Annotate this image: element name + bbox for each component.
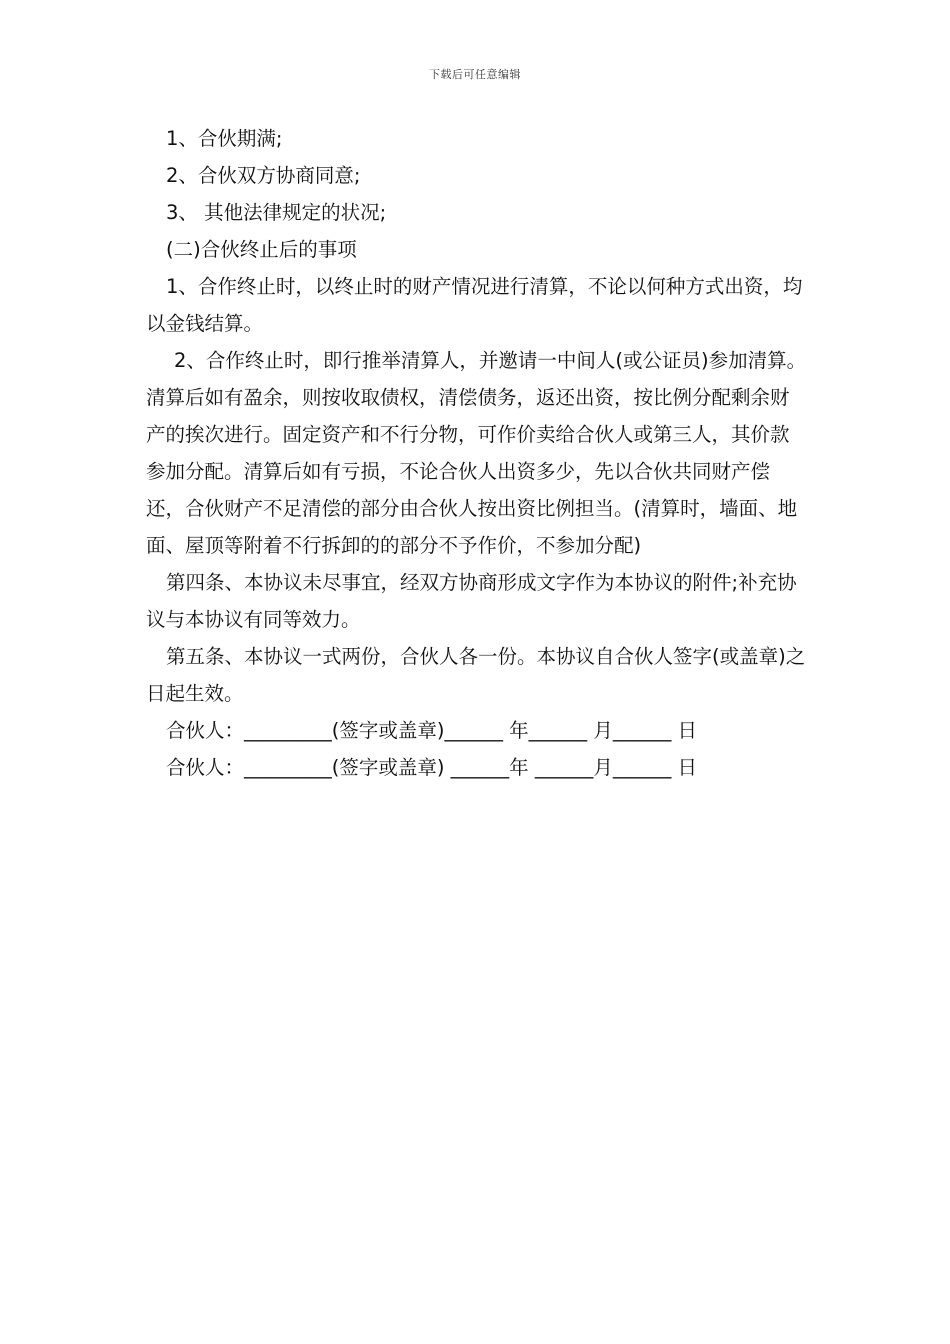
signature-line-1: 合伙人：_________(签字或盖章)______ 年______ 月______ 日 <box>166 719 698 742</box>
document-body <box>146 120 808 786</box>
clause-item-1: 1、合伙期满; <box>166 127 283 150</box>
paragraph-settlement-1: 1、合作终止时，以终止时的财产情况进行清算，不论以何种方式出资，均以金钱结算。 <box>146 275 803 335</box>
page-header: 下载后可任意编辑 <box>429 68 521 81</box>
clause-item-2: 2、合伙双方协商同意; <box>166 164 361 187</box>
clause-item-3: 3、 其他法律规定的状况; <box>166 201 387 224</box>
article-four: 第四条、本协议未尽事宜，经双方协商形成文字作为本协议的附件;补充协议与本协议有同等效力。 <box>146 571 797 631</box>
article-five: 第五条、本协议一式两份，合伙人各一份。本协议自合伙人签字(或盖章)之日起生效。 <box>146 645 806 705</box>
section-heading: (二)合伙终止后的事项 <box>166 238 357 261</box>
paragraph-settlement-2: 2、合作终止时，即行推举清算人，并邀请一中间人(或公证员)参加清算。清算后如有盈余，则按收取债权，清偿债务，返还出资，按比例分配剩余财产的挨次进行。固定资产和不行分物，可作价卖给合伙人或第三人，其价款参加分配。清算后如有亏损，不论合伙人出资多少，先以合伙共同财产偿还，合伙财产不足清偿的部分由合伙人按出资比例担当。(清算时，墙面、地面、屋顶等附着不行拆卸的的部分不予作价，不参加分配) <box>146 349 807 557</box>
signature-line-2: 合伙人：_________(签字或盖章) ______年 ______月______ 日 <box>166 756 698 779</box>
